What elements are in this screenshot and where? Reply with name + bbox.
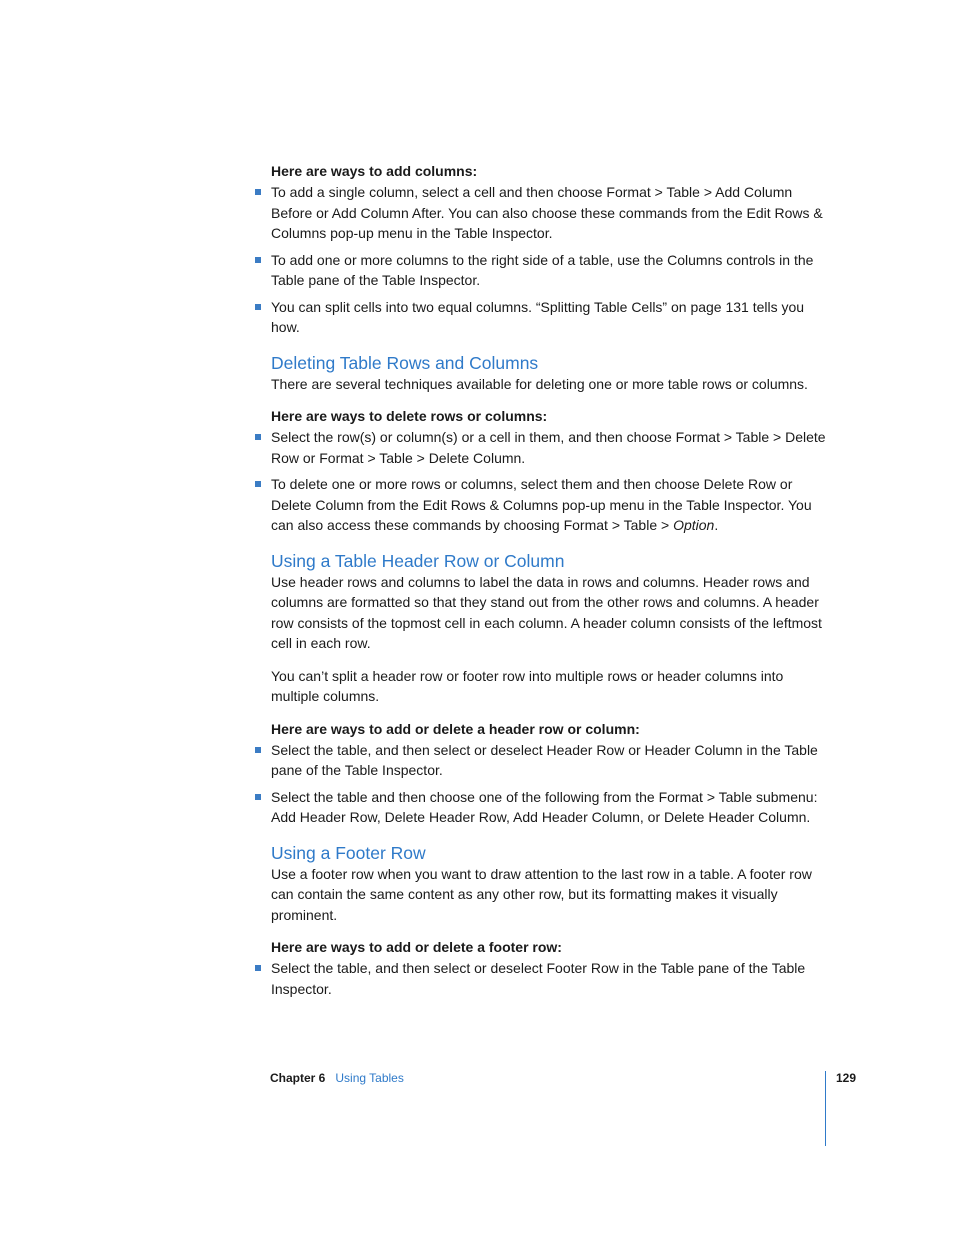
page-content [271, 161, 831, 1005]
page-footer [270, 1071, 404, 1085]
lead-header-row: Here are ways to add or delete a header row or column: [271, 720, 640, 737]
heading-deleting-rows-columns: Deleting Table Rows and Columns [271, 352, 539, 373]
list-header-row [271, 740, 831, 828]
list-item: Select the table and then choose one of the following from the Format > Table submenu: Add Header Row, Delete Header Row, Add Header Column, or Delete Header Column. [271, 787, 831, 828]
list-item-text: To delete one or more rows or columns, select them and then choose Delete Row or Delete Column from the Edit Rows & Columns pop-up menu in the Table Inspector. You can also access these commands by choosing Format > Table > [271, 476, 812, 533]
heading-footer-row: Using a Footer Row [271, 842, 426, 863]
lead-footer-row: Here are ways to add or delete a footer row: [271, 939, 562, 955]
footer-divider [825, 1071, 826, 1146]
list-item-italic: Option [673, 517, 715, 533]
list-item: To add one or more columns to the right side of a table, use the Columns controls in the Table pane of the Table Inspector. [271, 250, 831, 291]
list-item: Select the table, and then select or deselect Footer Row in the Table pane of the Table Inspector. [271, 958, 831, 999]
list-item-end: . [714, 517, 719, 533]
list-item [271, 474, 831, 536]
intro-deleting: There are several techniques available for deleting one or more table rows or columns. [271, 375, 808, 392]
list-add-columns [271, 182, 831, 338]
list-delete-rows [271, 427, 831, 536]
lead-delete-rows: Here are ways to delete rows or columns: [271, 408, 548, 424]
footer-chapter-title: Using Tables [335, 1071, 404, 1085]
list-item: Select the table, and then select or deselect Header Row or Header Column in the Table pane of the Table Inspector. [271, 740, 831, 781]
list-item: You can split cells into two equal columns. “Splitting Table Cells” on page 131 tells you how. [271, 297, 831, 338]
intro-footer: Use a footer row when you want to draw attention to the last row in a table. A footer row can contain the same content as any other row, but its formatting makes it visually prominent. [271, 865, 812, 923]
page-number: 129 [836, 1071, 857, 1085]
list-item: Select the row(s) or column(s) or a cell in them, and then choose Format > Table > Delete Row or Format > Table > Delete Column. [271, 427, 831, 468]
list-footer-row [271, 958, 831, 999]
para-header-1: Use header rows and columns to label the data in rows and columns. Header rows and columns are formatted so that they stand out from the other rows and columns. A header row consists of the topmost cell in each column. A header column consists of the leftmost cell in each row. [271, 573, 822, 651]
list-item: To add a single column, select a cell and then choose Format > Table > Add Column Before or Add Column After. You can also choose these commands from the Edit Rows & Columns pop-up menu in the Table Inspector. [271, 182, 831, 244]
para-header-2: You can’t split a header row or footer row into multiple rows or header columns into multiple columns. [271, 667, 784, 704]
heading-header-row-column: Using a Table Header Row or Column [271, 550, 565, 571]
footer-chapter: Chapter 6 [270, 1071, 326, 1085]
lead-add-columns: Here are ways to add columns: [271, 163, 478, 179]
